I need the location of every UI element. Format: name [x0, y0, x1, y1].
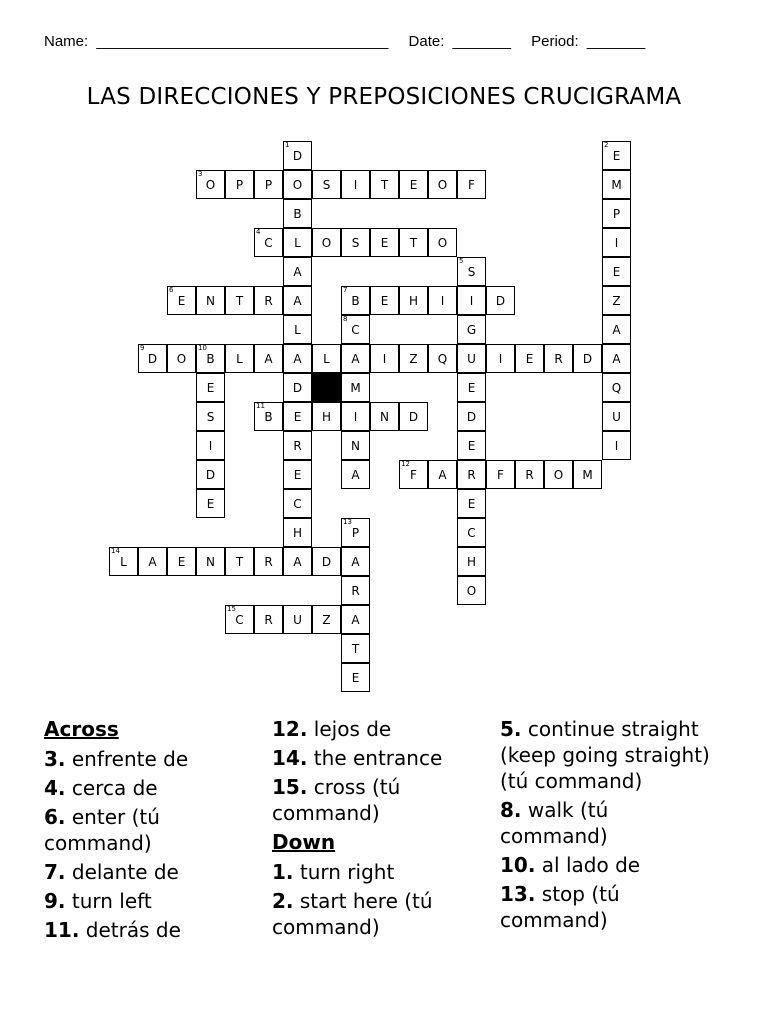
crossword-cell[interactable]	[457, 576, 486, 605]
cell-letter: D	[582, 352, 593, 366]
clue-number: 5	[459, 257, 464, 265]
clue-number: 4.	[44, 776, 66, 800]
crossword-cell[interactable]	[254, 402, 283, 431]
cell-letter: E	[467, 381, 476, 395]
cell-letter: O	[321, 236, 332, 250]
cell-letter: A	[351, 352, 360, 366]
cell-letter: L	[120, 555, 127, 569]
crossword-cell[interactable]	[341, 460, 370, 489]
cell-letter: E	[380, 236, 389, 250]
crossword-cell[interactable]	[341, 518, 370, 547]
crossword-cell[interactable]	[602, 228, 631, 257]
crossword-cell[interactable]	[602, 170, 631, 199]
crossword-cell[interactable]	[341, 344, 370, 373]
crossword-cell[interactable]	[254, 286, 283, 315]
clue-number: 10.	[500, 853, 536, 877]
crossword-cell[interactable]	[399, 286, 428, 315]
cell-letter: E	[293, 410, 302, 424]
crossword-cell[interactable]	[428, 228, 457, 257]
crossword-cell[interactable]	[399, 460, 428, 489]
cell-letter: E	[206, 497, 215, 511]
cell-letter: T	[409, 236, 418, 250]
clue-number: 5.	[500, 717, 522, 741]
crossword-cell[interactable]	[312, 170, 341, 199]
clue-number: 14	[111, 547, 120, 555]
clue-number: 9	[140, 344, 145, 352]
cell-letter: S	[322, 178, 331, 192]
crossword-cell[interactable]	[167, 286, 196, 315]
clue-number: 13.	[500, 882, 536, 906]
clue-number: 11	[256, 402, 265, 410]
period-label: Period:	[531, 33, 579, 50]
cell-letter: O	[437, 236, 448, 250]
cell-letter: S	[351, 236, 360, 250]
cell-letter: E	[612, 149, 621, 163]
cell-letter: C	[293, 497, 302, 511]
cell-letter: I	[440, 294, 445, 308]
blocked-cell	[312, 373, 341, 402]
cell-letter: E	[351, 671, 360, 685]
cell-letter: D	[147, 352, 158, 366]
cell-letter: A	[612, 323, 621, 337]
crossword-cell[interactable]	[196, 344, 225, 373]
cell-letter: R	[554, 352, 563, 366]
cell-letter: C	[264, 236, 273, 250]
crossword-cell[interactable]	[109, 547, 138, 576]
cell-letter: C	[467, 526, 476, 540]
cell-letter: T	[351, 642, 360, 656]
cell-letter: O	[466, 584, 477, 598]
crossword-cell[interactable]	[486, 460, 515, 489]
clue-number: 13	[343, 518, 352, 526]
clue-text: cross (tú command)	[272, 775, 401, 825]
crossword-cell[interactable]	[312, 228, 341, 257]
cell-letter: D	[321, 555, 332, 569]
cell-letter: D	[408, 410, 419, 424]
crossword-cell[interactable]	[544, 344, 573, 373]
cell-letter: O	[553, 468, 564, 482]
clue-number: 4	[256, 228, 261, 236]
crossword-cell[interactable]	[283, 547, 312, 576]
crossword-cell[interactable]	[254, 605, 283, 634]
cell-letter: B	[351, 294, 360, 308]
cell-letter: A	[293, 265, 302, 279]
cell-letter: H	[292, 526, 303, 540]
cell-letter: P	[264, 178, 273, 192]
cell-letter: A	[293, 352, 302, 366]
cell-letter: U	[293, 613, 302, 627]
cell-letter: E	[293, 468, 302, 482]
crossword-cell[interactable]	[457, 402, 486, 431]
crossword-cell[interactable]	[602, 402, 631, 431]
cell-letter: T	[235, 555, 244, 569]
cell-letter: M	[611, 178, 622, 192]
crossword-cell[interactable]	[283, 460, 312, 489]
clue-text: turn left	[65, 889, 152, 913]
crossword-cell[interactable]	[457, 460, 486, 489]
crossword-cell[interactable]	[167, 547, 196, 576]
crossword-cell[interactable]	[457, 431, 486, 460]
crossword-cell[interactable]	[602, 315, 631, 344]
date-label: Date:	[408, 33, 445, 50]
clue-number: 3	[198, 170, 203, 178]
clue-number: 6	[169, 286, 174, 294]
crossword-cell[interactable]	[196, 402, 225, 431]
down-clue	[500, 716, 715, 794]
crossword-cell[interactable]	[196, 170, 225, 199]
cell-letter: R	[525, 468, 534, 482]
clues-column-3	[500, 716, 715, 936]
across-clue	[44, 888, 259, 914]
cell-letter: R	[467, 468, 476, 482]
cell-letter: E	[467, 439, 476, 453]
cell-letter: F	[410, 468, 417, 482]
crossword-cell[interactable]	[254, 228, 283, 257]
crossword-cell[interactable]	[283, 141, 312, 170]
crossword-cell[interactable]	[196, 489, 225, 518]
clue-number: 6.	[44, 805, 66, 829]
crossword-cell[interactable]	[341, 228, 370, 257]
cell-letter: A	[264, 352, 273, 366]
crossword-cell[interactable]	[341, 315, 370, 344]
cell-letter: I	[208, 439, 213, 453]
crossword-cell[interactable]	[225, 286, 254, 315]
cell-letter: U	[467, 352, 476, 366]
cell-letter: U	[612, 410, 621, 424]
cell-letter: L	[323, 352, 330, 366]
cell-letter: N	[206, 555, 215, 569]
across-clue	[272, 716, 487, 742]
clue-number: 14.	[272, 746, 308, 770]
crossword-cell[interactable]	[341, 373, 370, 402]
crossword-cell[interactable]	[370, 344, 399, 373]
crossword-cell[interactable]	[225, 605, 254, 634]
clue-number: 10	[198, 344, 207, 352]
crossword-cell[interactable]	[602, 141, 631, 170]
clue-text: stop (tú command)	[500, 882, 620, 932]
crossword-cell[interactable]	[428, 344, 457, 373]
cell-letter: M	[350, 381, 361, 395]
crossword-cell[interactable]	[602, 286, 631, 315]
crossword-cell[interactable]	[283, 489, 312, 518]
crossword-cell[interactable]	[370, 286, 399, 315]
clue-number: 2.	[272, 889, 294, 913]
crossword-cell[interactable]	[399, 402, 428, 431]
crossword-cell[interactable]	[283, 315, 312, 344]
clue-number: 3.	[44, 747, 66, 771]
down-clue	[500, 797, 715, 849]
crossword-cell[interactable]	[486, 344, 515, 373]
crossword-cell[interactable]	[544, 460, 573, 489]
crossword-cell[interactable]	[457, 170, 486, 199]
cell-letter: I	[469, 294, 474, 308]
cell-letter: B	[293, 207, 302, 221]
cell-letter: A	[612, 352, 621, 366]
cell-letter: D	[292, 381, 303, 395]
crossword-cell[interactable]	[428, 460, 457, 489]
crossword-cell[interactable]	[341, 576, 370, 605]
crossword-cell[interactable]	[370, 228, 399, 257]
clue-text: cerca de	[65, 776, 158, 800]
cell-letter: I	[614, 236, 619, 250]
crossword-cell[interactable]	[341, 605, 370, 634]
crossword-cell[interactable]	[515, 344, 544, 373]
crossword-cell[interactable]	[283, 373, 312, 402]
cell-letter: B	[206, 352, 215, 366]
cell-letter: H	[466, 555, 477, 569]
clue-text: the entrance	[307, 746, 443, 770]
down-clue	[500, 881, 715, 933]
clue-text: al lado de	[535, 853, 641, 877]
clue-text: walk (tú command)	[500, 798, 609, 848]
crossword-cell[interactable]	[573, 344, 602, 373]
cell-letter: Q	[437, 352, 448, 366]
cell-letter: P	[612, 207, 621, 221]
crossword-cell[interactable]	[196, 431, 225, 460]
clue-number: 1	[285, 141, 290, 149]
cell-letter: O	[205, 178, 216, 192]
clue-text: start here (tú command)	[272, 889, 433, 939]
cell-letter: N	[380, 410, 389, 424]
cell-letter: P	[235, 178, 244, 192]
cell-letter: R	[264, 555, 273, 569]
clue-text: enter (tú command)	[44, 805, 160, 855]
crossword-cell[interactable]	[225, 547, 254, 576]
cell-letter: B	[264, 410, 273, 424]
cell-letter: Z	[612, 294, 621, 308]
cell-letter: I	[353, 410, 358, 424]
crossword-cell[interactable]	[167, 344, 196, 373]
crossword-cell[interactable]	[312, 605, 341, 634]
cell-letter: M	[582, 468, 593, 482]
cell-letter: A	[351, 613, 360, 627]
crossword-cell[interactable]	[399, 170, 428, 199]
cell-letter: E	[525, 352, 534, 366]
crossword-cell[interactable]	[341, 402, 370, 431]
cell-letter: G	[466, 323, 477, 337]
crossword-cell[interactable]	[283, 431, 312, 460]
crossword-cell[interactable]	[457, 315, 486, 344]
cell-letter: H	[321, 410, 332, 424]
clue-text: enfrente de	[65, 747, 189, 771]
crossword-cell[interactable]	[225, 170, 254, 199]
cell-letter: A	[148, 555, 157, 569]
crossword-cell[interactable]	[602, 373, 631, 402]
cell-letter: I	[353, 178, 358, 192]
clue-text: turn right	[293, 860, 395, 884]
across-clue	[272, 745, 487, 771]
cell-letter: I	[382, 352, 387, 366]
crossword-cell[interactable]	[341, 547, 370, 576]
crossword-cell[interactable]	[399, 344, 428, 373]
clue-number: 15.	[272, 775, 308, 799]
cell-letter: O	[176, 352, 187, 366]
crossword-cell[interactable]	[283, 518, 312, 547]
cell-letter: C	[351, 323, 360, 337]
cell-letter: A	[351, 468, 360, 482]
cell-letter: Q	[611, 381, 622, 395]
cell-letter: C	[235, 613, 244, 627]
cell-letter: A	[293, 294, 302, 308]
period-blank[interactable]: _______	[586, 33, 646, 50]
clue-number: 12	[401, 460, 410, 468]
cell-letter: O	[437, 178, 448, 192]
clue-number: 2	[604, 141, 609, 149]
clue-number: 7.	[44, 860, 66, 884]
crossword-cell[interactable]	[196, 547, 225, 576]
crossword-cell[interactable]	[457, 489, 486, 518]
cell-letter: E	[612, 265, 621, 279]
clue-text: continue straight (keep going straight)(tú command)	[500, 717, 710, 793]
crossword-cell[interactable]	[254, 547, 283, 576]
crossword-cell[interactable]	[486, 286, 515, 315]
clue-number: 8	[343, 315, 348, 323]
crossword-cell[interactable]	[428, 170, 457, 199]
across-clue	[44, 804, 259, 856]
cell-letter: F	[468, 178, 475, 192]
crossword-cell[interactable]	[138, 344, 167, 373]
crossword-cell[interactable]	[457, 547, 486, 576]
cell-letter: E	[409, 178, 418, 192]
crossword-cell[interactable]	[196, 373, 225, 402]
crossword-cell[interactable]	[138, 547, 167, 576]
crossword-cell[interactable]	[196, 460, 225, 489]
cell-letter: T	[380, 178, 389, 192]
clue-number: 7	[343, 286, 348, 294]
crossword-cell[interactable]	[225, 344, 254, 373]
across-clue	[272, 774, 487, 826]
down-heading: Down	[272, 830, 336, 854]
crossword-cell[interactable]	[602, 257, 631, 286]
crossword-cell[interactable]	[312, 547, 341, 576]
cell-letter: F	[497, 468, 504, 482]
cell-letter: R	[293, 439, 302, 453]
name-blank[interactable]: ___________________________________	[96, 33, 389, 50]
cell-letter: E	[380, 294, 389, 308]
cell-letter: A	[438, 468, 447, 482]
date-blank[interactable]: _______	[452, 33, 511, 50]
clues-column-1	[44, 716, 259, 946]
crossword-cell[interactable]	[312, 402, 341, 431]
cell-letter: S	[467, 265, 476, 279]
page-title: LAS DIRECCIONES Y PREPOSICIONES CRUCIGRAMA	[86, 84, 682, 110]
crossword-cell[interactable]	[457, 373, 486, 402]
cell-letter: R	[264, 613, 273, 627]
crossword-cell[interactable]	[283, 170, 312, 199]
crossword-cell[interactable]	[399, 228, 428, 257]
cell-letter: D	[292, 149, 303, 163]
crossword-cell[interactable]	[283, 199, 312, 228]
clue-number: 15	[227, 605, 236, 613]
crossword-cell[interactable]	[457, 344, 486, 373]
across-clue	[44, 917, 259, 943]
cell-letter: E	[206, 381, 215, 395]
crossword-cell[interactable]	[254, 344, 283, 373]
across-clue	[44, 775, 259, 801]
clue-number: 8.	[500, 798, 522, 822]
cell-letter: S	[206, 410, 215, 424]
cell-letter: D	[495, 294, 506, 308]
cell-letter: L	[236, 352, 243, 366]
across-clue	[44, 859, 259, 885]
cell-letter: H	[408, 294, 419, 308]
crossword-cell[interactable]	[573, 460, 602, 489]
crossword-cell[interactable]	[341, 634, 370, 663]
cell-letter: D	[466, 410, 477, 424]
crossword-cell[interactable]	[283, 402, 312, 431]
cell-letter: R	[351, 584, 360, 598]
cell-letter: E	[177, 555, 186, 569]
cell-letter: A	[351, 555, 360, 569]
clue-number: 1.	[272, 860, 294, 884]
crossword-cell[interactable]	[283, 228, 312, 257]
crossword-cell[interactable]	[254, 170, 283, 199]
crossword-cell[interactable]	[602, 344, 631, 373]
cell-letter: I	[614, 439, 619, 453]
down-clue	[272, 888, 487, 940]
cell-letter: O	[292, 178, 303, 192]
cell-letter: I	[498, 352, 503, 366]
clue-text: detrás de	[79, 918, 181, 942]
down-clue	[272, 859, 487, 885]
across-clue	[44, 746, 259, 772]
clues-column-2	[272, 716, 487, 943]
cell-letter: N	[206, 294, 215, 308]
crossword-cell[interactable]	[283, 605, 312, 634]
cell-letter: L	[294, 323, 301, 337]
crossword-cell[interactable]	[341, 286, 370, 315]
cell-letter: R	[264, 294, 273, 308]
crossword-cell[interactable]	[602, 199, 631, 228]
cell-letter: N	[351, 439, 360, 453]
crossword-cell[interactable]	[196, 286, 225, 315]
cell-letter: E	[467, 497, 476, 511]
crossword-cell[interactable]	[283, 344, 312, 373]
crossword-cell[interactable]	[341, 431, 370, 460]
crossword-cell[interactable]	[515, 460, 544, 489]
crossword-cell[interactable]	[457, 257, 486, 286]
crossword-cell[interactable]	[341, 170, 370, 199]
crossword-cell[interactable]	[312, 344, 341, 373]
down-clue	[500, 852, 715, 878]
crossword-cell[interactable]	[457, 518, 486, 547]
clue-text: delante de	[65, 860, 179, 884]
clue-text: lejos de	[307, 717, 392, 741]
cell-letter: P	[351, 526, 360, 540]
crossword-cell[interactable]	[428, 286, 457, 315]
crossword-cell[interactable]	[602, 431, 631, 460]
crossword-cell[interactable]	[457, 286, 486, 315]
name-label: Name:	[44, 33, 89, 50]
crossword-cell[interactable]	[341, 663, 370, 692]
clue-number: 12.	[272, 717, 308, 741]
cell-letter: L	[294, 236, 301, 250]
cell-letter: Z	[322, 613, 331, 627]
crossword-cell[interactable]	[283, 257, 312, 286]
cell-letter: Z	[409, 352, 418, 366]
across-heading: Across	[44, 717, 119, 741]
crossword-cell[interactable]	[370, 170, 399, 199]
cell-letter: A	[293, 555, 302, 569]
crossword-cell[interactable]	[283, 286, 312, 315]
crossword-cell[interactable]	[370, 402, 399, 431]
clue-number: 11.	[44, 918, 80, 942]
clue-number: 9.	[44, 889, 66, 913]
cell-letter: D	[205, 468, 216, 482]
cell-letter: E	[177, 294, 186, 308]
cell-letter: T	[235, 294, 244, 308]
